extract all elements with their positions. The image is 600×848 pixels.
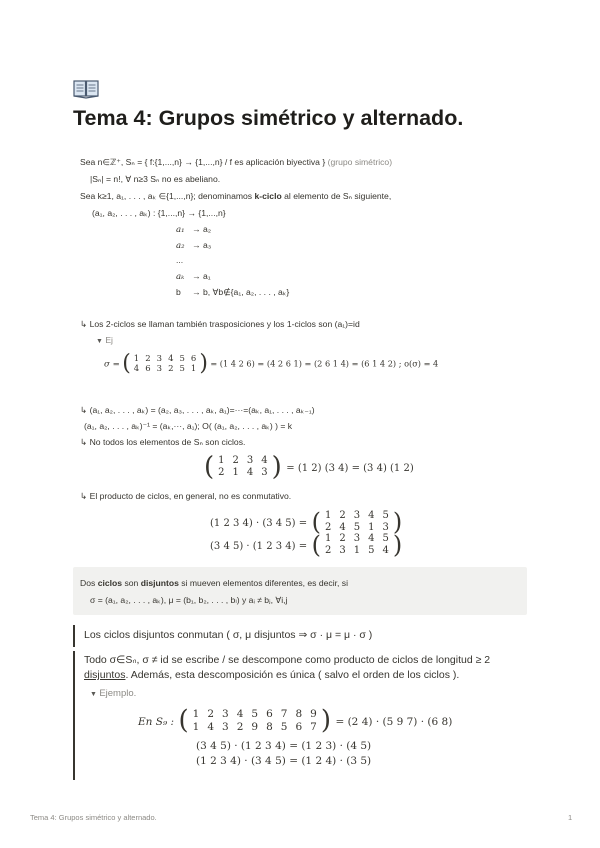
caret-down-icon: ▼ (90, 691, 97, 698)
map-row: a₁ → a₂ (176, 224, 212, 235)
permutation-matrix: ( 1 2 3 4 5 6 4 6 3 2 5 1 ) (122, 351, 208, 376)
product-example-2: (3 4 5) · (1 2 3 4) = ( 1 2 3 4 5 2 3 1 5 4 ) (210, 531, 403, 559)
disjoint-cycles-callout (73, 567, 527, 615)
inverse-line: (a₁, a₂, . . . , aₖ)⁻¹ = (aₖ,···, a₁); O( (a₁, a₂, . . . , aₖ) ) = k (84, 421, 293, 431)
caret-down-icon: ▼ (96, 338, 103, 345)
disjoint-commute-quote: Los ciclos disjuntos conmutan ( σ, μ disjuntos ⇒ σ · μ = μ · σ ) (84, 629, 373, 641)
page-title: Tema 4: Grupos simétrico y alternado. (73, 106, 464, 130)
decomposition-example-3: (1 2 3 4) · (3 4 5) = (1 2 4) · (3 5) (196, 755, 372, 767)
s9-example: En S₉ : ( 1 2 3 4 5 6 7 8 9 1 4 3 2 9 8 5 6 7 ) = (2 4) · (5 9 7) · (6 8) (138, 705, 453, 736)
product-line: ↳ El producto de ciclos, en general, no es conmutativo. (80, 491, 292, 501)
transpositions-line: ↳ Los 2-ciclos se llaman también trasposiciones y los 1-ciclos son (a₁)=id (80, 319, 360, 329)
order-line: |Sₙ| = n!, ∀ n≥3 Sₙ no es abeliano. (90, 174, 221, 184)
map-row: b → b, ∀b∉{a₁, a₂, . . . , aₖ} (176, 287, 290, 297)
callout-definition: Dos ciclos son disjuntos si mueven elementos diferentes, es decir, si (80, 578, 349, 588)
kcycle-definition: Sea k≥1, a₁, . . . , aₖ ∈{1,...,n}; denominamos k-ciclo al elemento de Sₙ siguiente, (80, 191, 392, 201)
map-row: a₂ → a₃ (176, 240, 212, 251)
kcycle-map: (a₁, a₂, . . . , aₖ) : {1,...,n} → {1,...,n} (92, 208, 226, 218)
map-row: aₖ → a₁ (176, 271, 211, 282)
product-example-1: (1 2 3 4) · (3 4 5) = ( 1 2 3 4 5 2 4 5 1 3 ) (210, 508, 403, 536)
example-toggle[interactable]: ▼ Ej (96, 335, 113, 345)
decomposition-theorem: Todo σ∈Sₙ, σ ≠ id se escribe / se descompone como producto de ciclos de longitud ≥ 2 (84, 654, 491, 666)
decomposition-example-2: (3 4 5) · (1 2 3 4) = (1 2 3) · (4 5) (196, 740, 372, 752)
page-number: 1 (568, 813, 573, 822)
quote-bar (73, 625, 75, 647)
non-cycle-example: ( 1 2 3 4 2 1 4 3 ) = (1 2) (3 4) = (3 4) (1 2) (204, 452, 414, 482)
footer-title: Tema 4: Grupos simétrico y alternado. (30, 813, 157, 822)
decomposition-theorem-2: disjuntos. Además, esta descomposición es única ( salvo el orden de los ciclos ). (84, 669, 460, 681)
sigma-example: σ = ( 1 2 3 4 5 6 4 6 3 2 5 1 ) = (1 4 2 6) = (4 2 6 1) = (2 6 1 4) = (6 1 4 2) ; o(σ) = 4 (104, 351, 439, 376)
rotation-line: ↳ (a₁, a₂, . . . , aₖ) = (a₂, a₃, . . . , aₖ, a₁)=···=(aₖ, a₁, . . . , aₖ₋₁) (80, 405, 315, 415)
quote-bar (73, 651, 75, 780)
sym-group-line: Sea n∈ℤ⁺, Sₙ = { f:{1,...,n} → {1,...,n} / f es aplicación biyectiva } (grupo simétrico) (80, 157, 393, 167)
not-all-cycles-line: ↳ No todos los elementos de Sₙ son ciclos. (80, 437, 246, 447)
callout-formula: σ = (a₁, a₂, . . . , aₖ), μ = (b₁, b₂, . . . , bₗ) y aᵢ ≠ bⱼ, ∀i,j (90, 595, 288, 605)
open-book-icon (73, 78, 99, 100)
example-toggle[interactable]: ▼ Ejemplo. (90, 688, 137, 699)
map-row: ... (176, 255, 184, 265)
